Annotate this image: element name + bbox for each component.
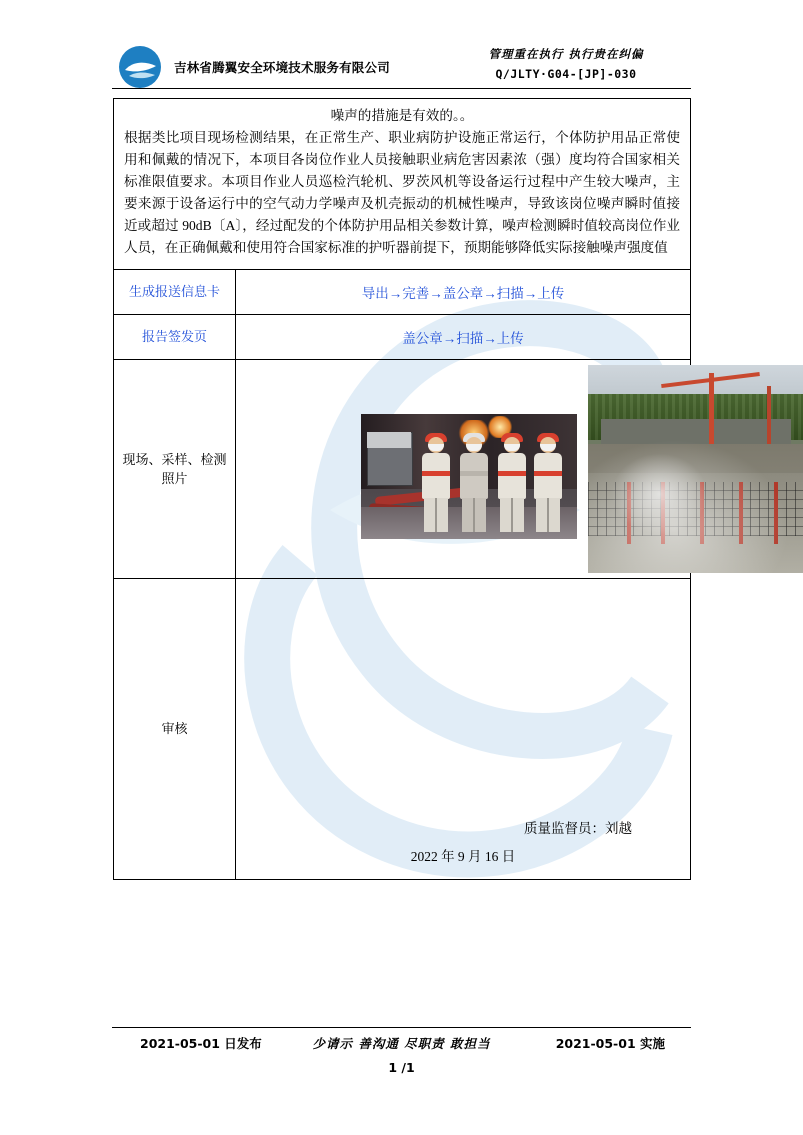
company-name: 吉林省腾翼安全环境技术服务有限公司 <box>174 60 390 75</box>
paragraph-first-line: 噪声的措施是有效的。。 <box>330 108 474 123</box>
row-label-review: 审核 <box>114 579 236 880</box>
header-divider <box>112 88 691 89</box>
company-logo-icon <box>116 44 168 90</box>
review-date: 2022 年 9 月 16 日 <box>410 849 516 865</box>
site-photo-workers <box>361 414 577 539</box>
photos-cell <box>236 360 691 579</box>
row-label-photos: 现场、采样、检测照片 <box>114 360 236 579</box>
table-row-paragraph <box>114 99 691 270</box>
body-paragraph-cell <box>114 99 691 270</box>
table-row-review <box>114 579 691 880</box>
report-table <box>113 98 691 880</box>
header-slogan: 管理重在执行 执行贵在纠偏 <box>488 47 644 61</box>
header-right-block <box>441 46 691 81</box>
row-value-info-card: 导出→完善→盖公章→扫描→上传 <box>236 270 691 315</box>
page-footer <box>112 1034 691 1056</box>
quality-inspector: 质量监督员：刘越 <box>524 821 632 837</box>
row-value-signoff: 盖公章→扫描→上传 <box>236 315 691 360</box>
row-label-info-card: 生成报送信息卡 <box>114 270 236 315</box>
footer-effective-date: 2021-05-01 实施 <box>555 1036 665 1051</box>
table-row-signoff <box>114 315 691 360</box>
footer-issue-date: 2021-05-01 日发布 <box>140 1036 262 1051</box>
header-doc-code: Q/JLTY·G04-[JP]-030 <box>495 67 637 81</box>
footer-divider <box>112 1027 691 1028</box>
site-photo-construction <box>588 365 803 573</box>
page-header <box>0 46 803 94</box>
page-number: 1 /1 <box>388 1060 415 1075</box>
footer-slogan: 少请示 善沟通 尽职责 敢担当 <box>312 1036 491 1051</box>
review-cell <box>236 579 691 880</box>
paragraph-text: 根据类比项目现场检测结果，在正常生产、职业病防护设施正常运行，个体防护用品正常使用和佩戴的情况下，本项目各岗位作业人员接触职业病危害因素浓（强）度均符合国家相关标准限值要求。本项目作业人员巡检汽轮机、罗茨风机等设备运行过程中产生较大噪声，主要来源于设备运行中的空气动力学噪声及机壳振动的机械性噪声，导致该岗位噪声瞬时值接近或超过 90dB〔A〕，经过配发的个体防护用品相关参数计算，噪声检测瞬时值较高岗位作业人员，在正确佩戴和使用符合国家标准的护听器前提下，预期能够降低实际接触噪声强度值 <box>124 130 680 256</box>
row-label-signoff: 报告签发页 <box>114 315 236 360</box>
table-row-info-card <box>114 270 691 315</box>
table-row-photos <box>114 360 691 579</box>
